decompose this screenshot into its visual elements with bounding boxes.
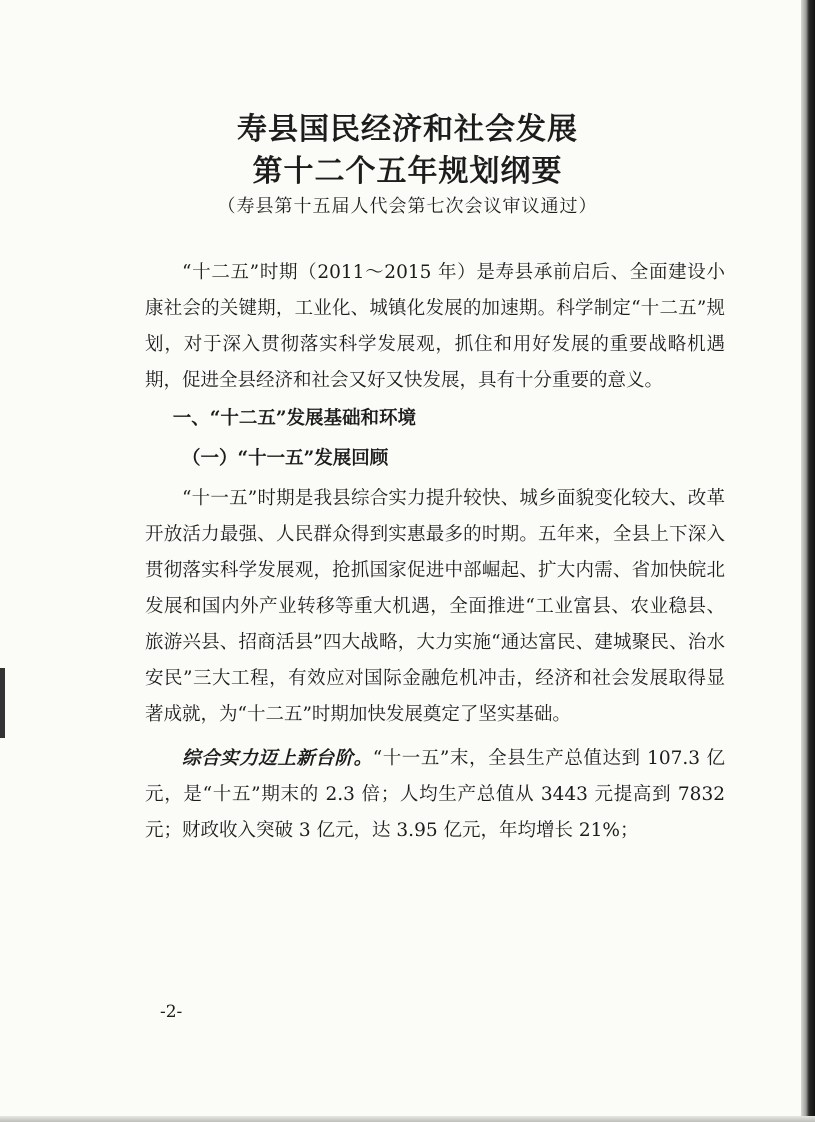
lead-paragraph <box>145 741 725 849</box>
scan-edge-left-mark <box>0 668 5 738</box>
document-body <box>145 255 725 849</box>
scan-edge-bottom <box>0 1116 815 1122</box>
lead-phrase: 综合实力迈上新台阶。 <box>182 748 373 769</box>
section-heading: 一、“十二五”发展基础和环境 <box>172 408 417 429</box>
document-title-line2: 第十二个五年规划纲要 <box>252 154 563 189</box>
subsection-heading: （一）“十一五”发展回顾 <box>182 448 389 469</box>
intro-paragraph: “十二五”时期（2011～2015 年）是寿县承前启后、全面建设小康社会的关键期，工业化、城镇化发展的加速期。科学制定“十二五”规划，对于深入贯彻落实科学发展观，抓住和用好发展的重要战略机遇期，促进全县经济和社会又好又快发展，具有十分重要的意义。 <box>145 262 725 391</box>
document-subtitle: （寿县第十五届人代会第七次会议审议通过） <box>217 196 598 217</box>
lead-paragraph-text: “十一五”末，全县生产总值达到 107.3 亿元，是“十五”期末的 2.3 倍；人均生产总值从 3443 元提高到 7832 元；财政收入突破 3 亿元，达 3.95 亿元，年均增长 21%； <box>145 748 725 841</box>
page-number: -2- <box>160 1002 183 1022</box>
review-paragraph: “十一五”时期是我县综合实力提升较快、城乡面貌变化较大、改革开放活力最强、人民群众得到实惠最多的时期。五年来，全县上下深入贯彻落实科学发展观，抢抓国家促进中部崛起、扩大内需、省加快皖北发展和国内外产业转移等重大机遇，全面推进“工业富县、农业稳县、旅游兴县、招商活县”四大战略，大力实施“通达富民、建城聚民、治水安民”三大工程，有效应对国际金融危机冲击，经济和社会发展取得显著成就，为“十二五”时期加快发展奠定了坚实基础。 <box>145 488 725 725</box>
document-title-line1: 寿县国民经济和社会发展 <box>237 112 578 147</box>
